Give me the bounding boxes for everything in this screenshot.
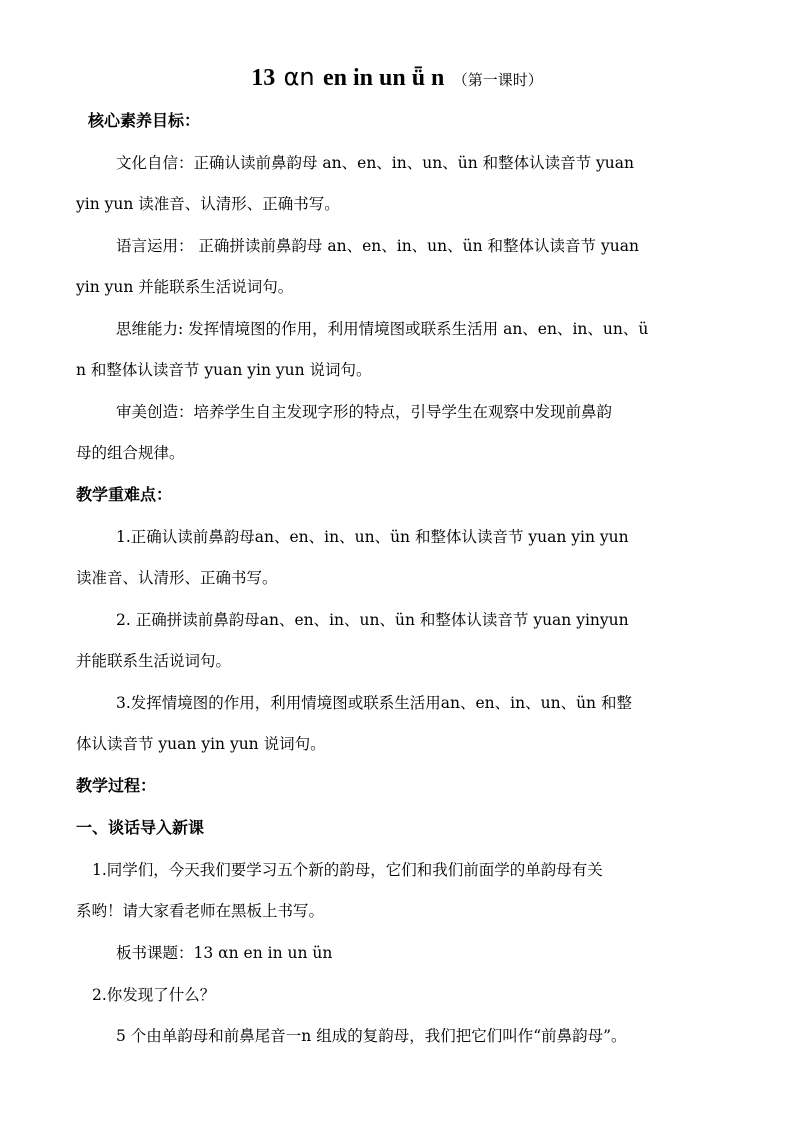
- part1-heading: 一、谈话导入新课: [76, 818, 205, 837]
- goal-thinking-line1: 思维能力: 发挥情境图的作用，利用情境图或联系生活用 an、en、in、un、ü: [116, 320, 649, 338]
- title-subtitle: （第一课时）: [452, 71, 543, 89]
- goal-thinking-line2: n 和整体认读音节 yuan yin yun 说词句。: [76, 361, 372, 379]
- process-heading: 教学过程：: [76, 776, 157, 795]
- goal-aesthetic-line2: 母的组合规律。: [76, 444, 185, 462]
- goal-language-line2: yin yun 并能联系生活说词句。: [76, 278, 294, 296]
- key-point-3-line2: 体认读音节 yuan yin yun 说词句。: [76, 735, 326, 753]
- key-point-2-line2: 并能联系生活说词句。: [76, 652, 232, 670]
- goal-culture-line2: yin yun 读准音、认清形、正确书写。: [76, 195, 340, 213]
- key-point-2-line1: 2. 正确拼读前鼻韵母an、en、in、un、ün 和整体认读音节 yuan yinyun: [116, 611, 629, 629]
- step2-line1: 2.你发现了什么？: [92, 986, 216, 1004]
- step1-line1: 1.同学们，今天我们要学习五个新的韵母，它们和我们前面学的单韵母有关: [92, 861, 603, 879]
- key-point-1-line1: 1.正确认读前鼻韵母an、en、in、un、ün 和整体认读音节 yuan yin yun: [116, 528, 629, 546]
- lesson-number: 13: [251, 65, 276, 91]
- key-point-1-line2: 读准音、认清形、正确书写。: [76, 569, 278, 587]
- title-alpha: αn: [283, 63, 315, 91]
- goal-culture-line1: 文化自信：正确认读前鼻韵母 an、en、in、un、ün 和整体认读音节 yuan: [116, 154, 634, 172]
- key-points-heading: 教学重难点：: [76, 485, 173, 504]
- goal-aesthetic-line1: 审美创造：培养学生自主发现字形的特点，引导学生在观察中发现前鼻韵: [116, 403, 613, 421]
- blackboard-title: 板书课题：13 αn en in un ün: [116, 944, 333, 962]
- step2-line2: 5 个由单韵母和前鼻尾音一n 组成的复韵母，我们把它们叫作“前鼻韵母”。: [116, 1027, 627, 1045]
- step1-line2: 系哟！请大家看老师在黑板上书写。: [76, 902, 325, 920]
- goal-language-line1: 语言运用： 正确拼读前鼻韵母 an、en、in、un、ün 和整体认读音节 yuan: [116, 237, 639, 255]
- goals-heading: 核心素养目标：: [88, 111, 201, 130]
- lesson-title: [0, 62, 794, 92]
- title-finals: en in un ǖ n: [322, 65, 445, 91]
- key-point-3-line1: 3.发挥情境图的作用，利用情境图或联系生活用an、en、in、un、ün 和整: [116, 694, 632, 712]
